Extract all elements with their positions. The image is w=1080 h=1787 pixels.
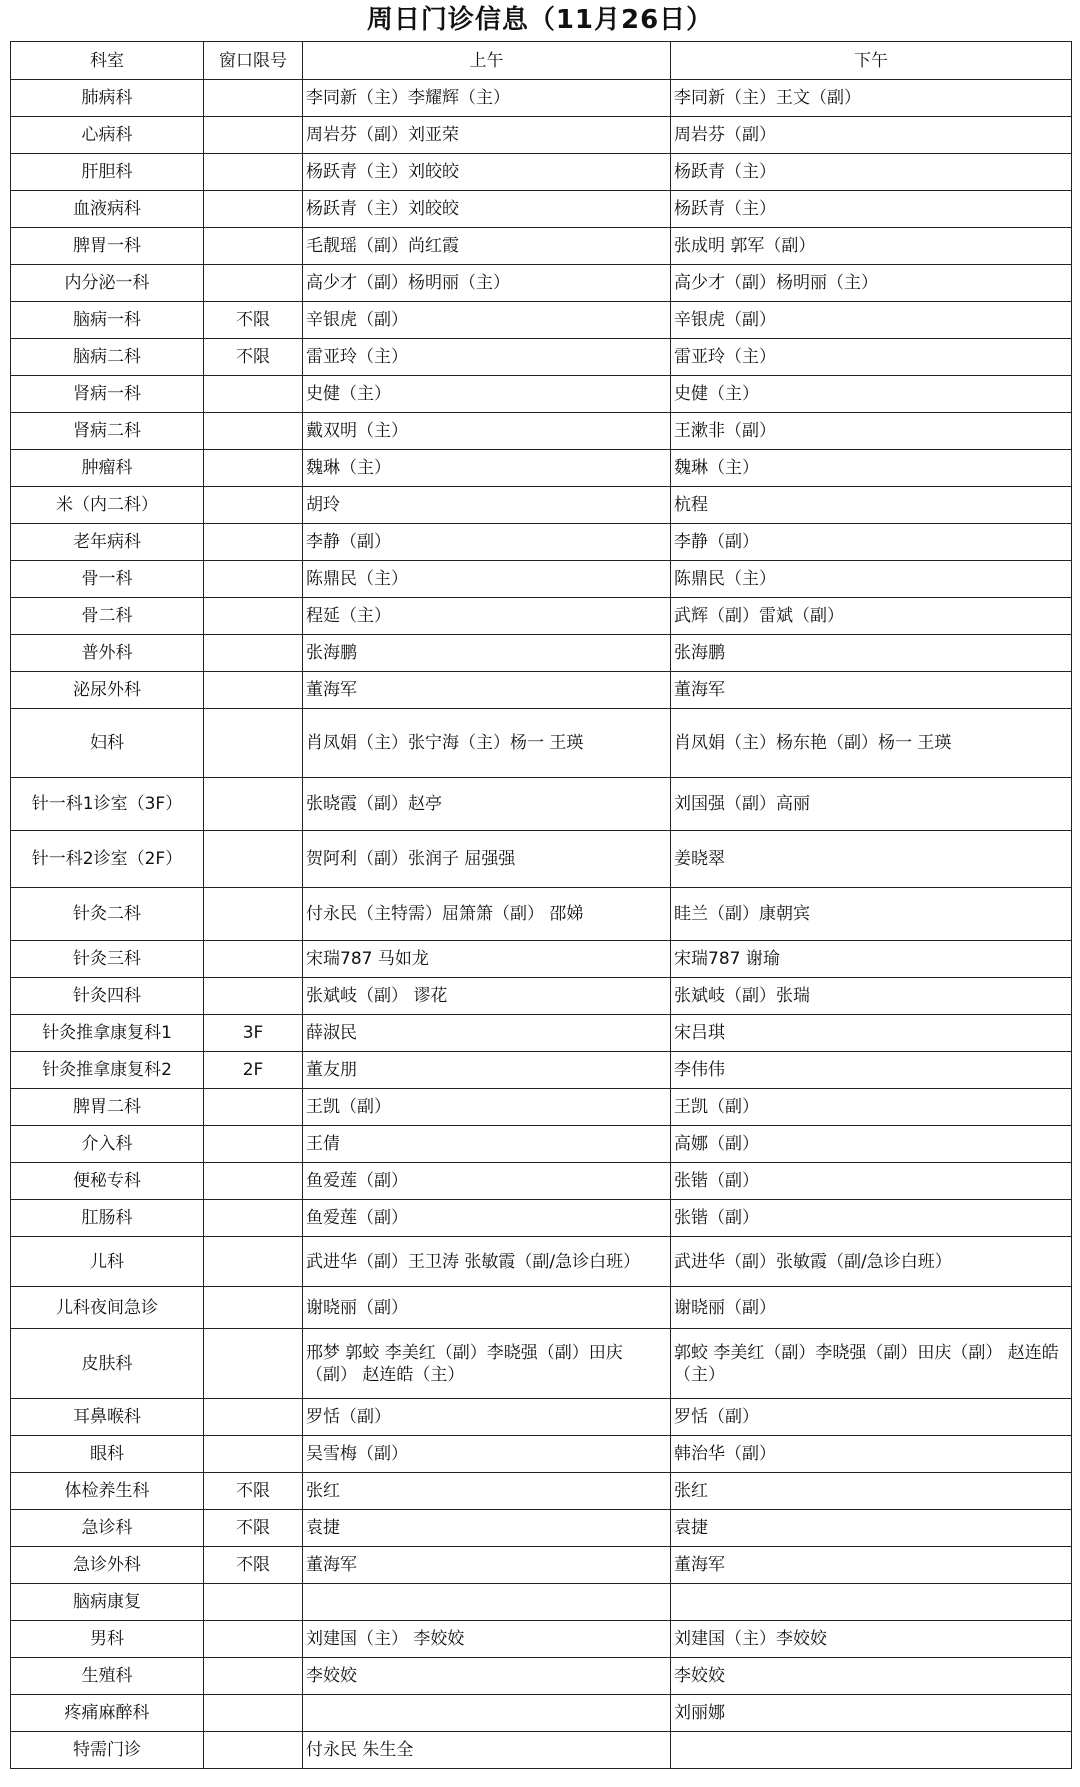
- morning-doctors-cell: 陈鼎民（主）: [303, 561, 671, 598]
- table-row: [11, 1473, 1072, 1510]
- morning-doctors-cell: [303, 1695, 671, 1732]
- window-limit-cell: 不限: [204, 1510, 303, 1547]
- afternoon-doctors-cell: 高娜（副）: [671, 1126, 1072, 1163]
- morning-doctors-cell: 董海军: [303, 672, 671, 709]
- window-limit-cell: [204, 1287, 303, 1329]
- dept-cell: 血液病科: [11, 191, 204, 228]
- table-row: [11, 1287, 1072, 1329]
- header-window-limit: 窗口限号: [204, 42, 303, 80]
- window-limit-cell: 2F: [204, 1052, 303, 1089]
- table-row: [11, 598, 1072, 635]
- morning-doctors-cell: 王倩: [303, 1126, 671, 1163]
- table-row: [11, 1126, 1072, 1163]
- morning-doctors-cell: 董海军: [303, 1547, 671, 1584]
- morning-doctors-cell: 史健（主）: [303, 376, 671, 413]
- morning-doctors-cell: 薛淑民: [303, 1015, 671, 1052]
- dept-cell: 针灸三科: [11, 941, 204, 978]
- dept-cell: 特需门诊: [11, 1732, 204, 1769]
- dept-cell: 皮肤科: [11, 1329, 204, 1399]
- afternoon-doctors-cell: 武进华（副）张敏霞（副/急诊白班）: [671, 1237, 1072, 1287]
- morning-doctors-cell: 鱼爱莲（副）: [303, 1163, 671, 1200]
- afternoon-doctors-cell: 眭兰（副）康朝宾: [671, 888, 1072, 941]
- table-row: [11, 1237, 1072, 1287]
- afternoon-doctors-cell: 周岩芬（副）: [671, 117, 1072, 154]
- window-limit-cell: 3F: [204, 1015, 303, 1052]
- dept-cell: 生殖科: [11, 1658, 204, 1695]
- dept-cell: 内分泌一科: [11, 265, 204, 302]
- window-limit-cell: [204, 1695, 303, 1732]
- afternoon-doctors-cell: 李同新（主）王文（副）: [671, 80, 1072, 117]
- page-title: 周日门诊信息（11月26日）: [366, 5, 714, 35]
- morning-doctors-cell: 辛银虎（副）: [303, 302, 671, 339]
- afternoon-doctors-cell: 张海鹏: [671, 635, 1072, 672]
- table-row: [11, 941, 1072, 978]
- window-limit-cell: [204, 1200, 303, 1237]
- afternoon-doctors-cell: 史健（主）: [671, 376, 1072, 413]
- table-row: [11, 1399, 1072, 1436]
- window-limit-cell: [204, 376, 303, 413]
- table-row: [11, 1052, 1072, 1089]
- afternoon-doctors-cell: [671, 1584, 1072, 1621]
- table-row: [11, 1089, 1072, 1126]
- dept-cell: 脾胃一科: [11, 228, 204, 265]
- dept-cell: 肾病二科: [11, 413, 204, 450]
- afternoon-doctors-cell: 张锴（副）: [671, 1163, 1072, 1200]
- afternoon-doctors-cell: 宋瑞787 谢瑜: [671, 941, 1072, 978]
- window-limit-cell: [204, 265, 303, 302]
- table-row: [11, 1658, 1072, 1695]
- window-limit-cell: [204, 413, 303, 450]
- table-row: [11, 561, 1072, 598]
- dept-cell: 普外科: [11, 635, 204, 672]
- afternoon-doctors-cell: 罗恬（副）: [671, 1399, 1072, 1436]
- window-limit-cell: [204, 778, 303, 831]
- window-limit-cell: [204, 524, 303, 561]
- dept-cell: 脑病二科: [11, 339, 204, 376]
- afternoon-doctors-cell: 刘国强（副）高丽: [671, 778, 1072, 831]
- window-limit-cell: 不限: [204, 302, 303, 339]
- afternoon-doctors-cell: 高少才（副）杨明丽（主）: [671, 265, 1072, 302]
- morning-doctors-cell: 杨跃青（主）刘皎皎: [303, 154, 671, 191]
- table-row: [11, 1163, 1072, 1200]
- table-row: [11, 117, 1072, 154]
- table-row: [11, 80, 1072, 117]
- table-row: [11, 978, 1072, 1015]
- table-row: [11, 154, 1072, 191]
- window-limit-cell: [204, 228, 303, 265]
- afternoon-doctors-cell: 张斌岐（副）张瑞: [671, 978, 1072, 1015]
- morning-doctors-cell: 周岩芬（副）刘亚荣: [303, 117, 671, 154]
- afternoon-doctors-cell: 雷亚玲（主）: [671, 339, 1072, 376]
- table-row: [11, 635, 1072, 672]
- window-limit-cell: [204, 1237, 303, 1287]
- window-limit-cell: [204, 709, 303, 778]
- morning-doctors-cell: 雷亚玲（主）: [303, 339, 671, 376]
- window-limit-cell: [204, 117, 303, 154]
- window-limit-cell: [204, 598, 303, 635]
- afternoon-doctors-cell: 杨跃青（主）: [671, 154, 1072, 191]
- window-limit-cell: [204, 1399, 303, 1436]
- morning-doctors-cell: 袁捷: [303, 1510, 671, 1547]
- table-row: [11, 1200, 1072, 1237]
- dept-cell: 肾病一科: [11, 376, 204, 413]
- dept-cell: 泌尿外科: [11, 672, 204, 709]
- morning-doctors-cell: 罗恬（副）: [303, 1399, 671, 1436]
- dept-cell: 米（内二科）: [11, 487, 204, 524]
- table-row: [11, 487, 1072, 524]
- table-row: [11, 376, 1072, 413]
- window-limit-cell: [204, 1621, 303, 1658]
- afternoon-doctors-cell: 张红: [671, 1473, 1072, 1510]
- dept-cell: 针灸二科: [11, 888, 204, 941]
- dept-cell: 体检养生科: [11, 1473, 204, 1510]
- morning-doctors-cell: 魏琳（主）: [303, 450, 671, 487]
- afternoon-doctors-cell: 肖凤娟（主）杨东艳（副）杨一 王瑛: [671, 709, 1072, 778]
- dept-cell: 心病科: [11, 117, 204, 154]
- dept-cell: 肺病科: [11, 80, 204, 117]
- dept-cell: 脾胃二科: [11, 1089, 204, 1126]
- afternoon-doctors-cell: 谢晓丽（副）: [671, 1287, 1072, 1329]
- morning-doctors-cell: 张红: [303, 1473, 671, 1510]
- afternoon-doctors-cell: 陈鼎民（主）: [671, 561, 1072, 598]
- afternoon-doctors-cell: 王漱非（副）: [671, 413, 1072, 450]
- dept-cell: 老年病科: [11, 524, 204, 561]
- afternoon-doctors-cell: 董海军: [671, 672, 1072, 709]
- morning-doctors-cell: 宋瑞787 马如龙: [303, 941, 671, 978]
- afternoon-doctors-cell: 董海军: [671, 1547, 1072, 1584]
- window-limit-cell: [204, 635, 303, 672]
- window-limit-cell: [204, 80, 303, 117]
- dept-cell: 儿科: [11, 1237, 204, 1287]
- afternoon-doctors-cell: 刘建国（主）李姣姣: [671, 1621, 1072, 1658]
- afternoon-doctors-cell: 杭程: [671, 487, 1072, 524]
- table-row: [11, 1732, 1072, 1769]
- afternoon-doctors-cell: 韩治华（副）: [671, 1436, 1072, 1473]
- table-row: [11, 1510, 1072, 1547]
- table-row: [11, 1547, 1072, 1584]
- window-limit-cell: [204, 487, 303, 524]
- morning-doctors-cell: 肖凤娟（主）张宁海（主）杨一 王瑛: [303, 709, 671, 778]
- morning-doctors-cell: 谢晓丽（副）: [303, 1287, 671, 1329]
- afternoon-doctors-cell: 李姣姣: [671, 1658, 1072, 1695]
- dept-cell: 耳鼻喉科: [11, 1399, 204, 1436]
- dept-cell: 肛肠科: [11, 1200, 204, 1237]
- dept-cell: 便秘专科: [11, 1163, 204, 1200]
- dept-cell: 脑病康复: [11, 1584, 204, 1621]
- dept-cell: 骨二科: [11, 598, 204, 635]
- window-limit-cell: 不限: [204, 1547, 303, 1584]
- window-limit-cell: [204, 1436, 303, 1473]
- dept-cell: 肿瘤科: [11, 450, 204, 487]
- window-limit-cell: 不限: [204, 339, 303, 376]
- afternoon-doctors-cell: 辛银虎（副）: [671, 302, 1072, 339]
- window-limit-cell: [204, 672, 303, 709]
- window-limit-cell: [204, 978, 303, 1015]
- table-row: [11, 1329, 1072, 1399]
- morning-doctors-cell: 贺阿利（副）张润子 屈强强: [303, 831, 671, 888]
- window-limit-cell: [204, 154, 303, 191]
- morning-doctors-cell: 李静（副）: [303, 524, 671, 561]
- morning-doctors-cell: 董友朋: [303, 1052, 671, 1089]
- morning-doctors-cell: 高少才（副）杨明丽（主）: [303, 265, 671, 302]
- table-row: [11, 524, 1072, 561]
- morning-doctors-cell: 李姣姣: [303, 1658, 671, 1695]
- morning-doctors-cell: 程延（主）: [303, 598, 671, 635]
- table-header-row: [11, 42, 1072, 80]
- dept-cell: 肝胆科: [11, 154, 204, 191]
- table-row: [11, 831, 1072, 888]
- dept-cell: 脑病一科: [11, 302, 204, 339]
- table-row: [11, 228, 1072, 265]
- dept-cell: 眼科: [11, 1436, 204, 1473]
- morning-doctors-cell: 张晓霞（副）赵亭: [303, 778, 671, 831]
- table-row: [11, 672, 1072, 709]
- afternoon-doctors-cell: 杨跃青（主）: [671, 191, 1072, 228]
- window-limit-cell: [204, 941, 303, 978]
- afternoon-doctors-cell: 张锴（副）: [671, 1200, 1072, 1237]
- window-limit-cell: [204, 1732, 303, 1769]
- dept-cell: 急诊外科: [11, 1547, 204, 1584]
- table-row: [11, 191, 1072, 228]
- table-row: [11, 1695, 1072, 1732]
- header-dept: 科室: [11, 42, 204, 80]
- morning-doctors-cell: 刘建国（主） 李姣姣: [303, 1621, 671, 1658]
- dept-cell: 男科: [11, 1621, 204, 1658]
- window-limit-cell: [204, 1126, 303, 1163]
- dept-cell: 妇科: [11, 709, 204, 778]
- morning-doctors-cell: 张斌岐（副） 谬花: [303, 978, 671, 1015]
- afternoon-doctors-cell: 姜晓翠: [671, 831, 1072, 888]
- table-row: [11, 1015, 1072, 1052]
- window-limit-cell: [204, 561, 303, 598]
- afternoon-doctors-cell: 王凯（副）: [671, 1089, 1072, 1126]
- table-row: [11, 1436, 1072, 1473]
- table-row: [11, 302, 1072, 339]
- afternoon-doctors-cell: [671, 1732, 1072, 1769]
- afternoon-doctors-cell: 李静（副）: [671, 524, 1072, 561]
- window-limit-cell: [204, 888, 303, 941]
- morning-doctors-cell: 武进华（副）王卫涛 张敏霞（副/急诊白班）: [303, 1237, 671, 1287]
- dept-cell: 针一科1诊室（3F）: [11, 778, 204, 831]
- window-limit-cell: [204, 1329, 303, 1399]
- table-row: [11, 888, 1072, 941]
- morning-doctors-cell: 王凯（副）: [303, 1089, 671, 1126]
- table-row: [11, 709, 1072, 778]
- morning-doctors-cell: 张海鹏: [303, 635, 671, 672]
- table-row: [11, 413, 1072, 450]
- morning-doctors-cell: 付永民（主特需）屈箫箫（副） 邵娣: [303, 888, 671, 941]
- schedule-body: [11, 80, 1072, 1769]
- afternoon-doctors-cell: 郭蛟 李美红（副）李晓强（副）田庆（副） 赵连皓（主）: [671, 1329, 1072, 1399]
- afternoon-doctors-cell: 袁捷: [671, 1510, 1072, 1547]
- morning-doctors-cell: [303, 1584, 671, 1621]
- dept-cell: 针一科2诊室（2F）: [11, 831, 204, 888]
- table-row: [11, 339, 1072, 376]
- table-row: [11, 1584, 1072, 1621]
- afternoon-doctors-cell: 魏琳（主）: [671, 450, 1072, 487]
- morning-doctors-cell: 胡玲: [303, 487, 671, 524]
- afternoon-doctors-cell: 张成明 郭军（副）: [671, 228, 1072, 265]
- window-limit-cell: [204, 831, 303, 888]
- dept-cell: 儿科夜间急诊: [11, 1287, 204, 1329]
- window-limit-cell: [204, 450, 303, 487]
- morning-doctors-cell: 杨跃青（主）刘皎皎: [303, 191, 671, 228]
- dept-cell: 骨一科: [11, 561, 204, 598]
- dept-cell: 急诊科: [11, 1510, 204, 1547]
- window-limit-cell: 不限: [204, 1473, 303, 1510]
- schedule-table: [10, 41, 1072, 1769]
- window-limit-cell: [204, 1163, 303, 1200]
- window-limit-cell: [204, 1658, 303, 1695]
- morning-doctors-cell: 李同新（主）李耀辉（主）: [303, 80, 671, 117]
- header-morning: 上午: [303, 42, 671, 80]
- afternoon-doctors-cell: 刘丽娜: [671, 1695, 1072, 1732]
- window-limit-cell: [204, 1089, 303, 1126]
- afternoon-doctors-cell: 李伟伟: [671, 1052, 1072, 1089]
- table-row: [11, 450, 1072, 487]
- header-afternoon: 下午: [671, 42, 1072, 80]
- morning-doctors-cell: 付永民 朱生全: [303, 1732, 671, 1769]
- morning-doctors-cell: 邢梦 郭蛟 李美红（副）李晓强（副）田庆（副） 赵连皓（主）: [303, 1329, 671, 1399]
- dept-cell: 介入科: [11, 1126, 204, 1163]
- morning-doctors-cell: 戴双明（主）: [303, 413, 671, 450]
- dept-cell: 针灸推拿康复科2: [11, 1052, 204, 1089]
- window-limit-cell: [204, 1584, 303, 1621]
- window-limit-cell: [204, 191, 303, 228]
- dept-cell: 疼痛麻醉科: [11, 1695, 204, 1732]
- table-row: [11, 265, 1072, 302]
- dept-cell: 针灸四科: [11, 978, 204, 1015]
- morning-doctors-cell: 吴雪梅（副）: [303, 1436, 671, 1473]
- morning-doctors-cell: 毛靓瑶（副）尚红霞: [303, 228, 671, 265]
- table-row: [11, 1621, 1072, 1658]
- table-row: [11, 778, 1072, 831]
- dept-cell: 针灸推拿康复科1: [11, 1015, 204, 1052]
- morning-doctors-cell: 鱼爱莲（副）: [303, 1200, 671, 1237]
- afternoon-doctors-cell: 武辉（副）雷斌（副）: [671, 598, 1072, 635]
- afternoon-doctors-cell: 宋吕琪: [671, 1015, 1072, 1052]
